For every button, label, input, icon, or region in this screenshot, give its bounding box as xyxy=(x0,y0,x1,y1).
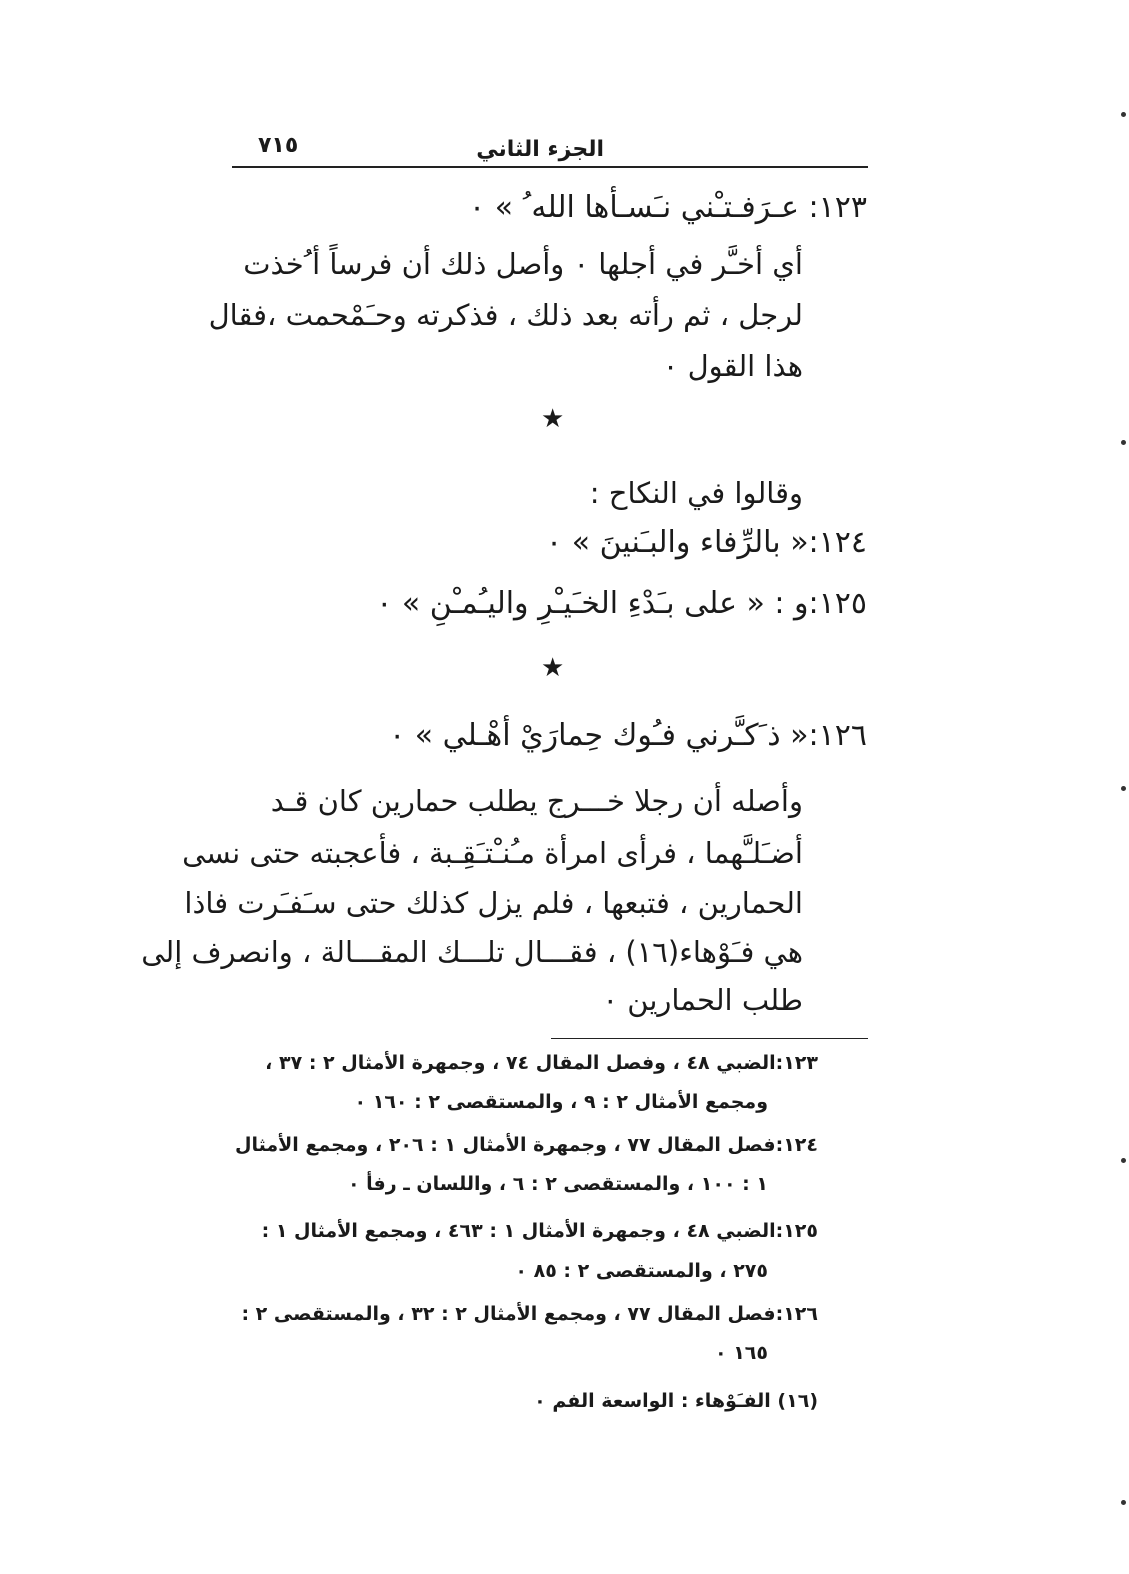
footnote-126-line-2: ١٦٥ ٠ xyxy=(714,1342,768,1364)
scan-speck xyxy=(1121,112,1126,117)
footnote-124-line-1: ١٢٤:فصل المقال ٧٧ ، وجمهرة الأمثال ١ : ٢٠٦ ، ومجمع الأمثال xyxy=(234,1134,818,1156)
entry-123-line-1: أي أخـَّر في أجلها ٠ وأصل ذلك أن فرساً أ ُخذت xyxy=(243,247,803,281)
entry-123-line-3: هذا القول ٠ xyxy=(662,349,803,383)
footnote-125-line-2: ٢٧٥ ، والمستقصى ٢ : ٨٥ ٠ xyxy=(515,1260,768,1282)
header-rule xyxy=(232,166,868,168)
entry-123-heading: ١٢٣: عـرَفـتـْني نـَسـأها الله ُ » ٠ xyxy=(469,190,867,225)
entry-126-heading: ١٢٦:« ذ َكـَّرني فـُوك حِمارَيْ أهْـلي » ٠ xyxy=(389,718,867,753)
entry-126-line-5: طلب الحمارين ٠ xyxy=(602,983,803,1017)
footnote-123-line-2: ومجمع الأمثال ٢ : ٩ ، والمستقصى ٢ : ١٦٠ ٠ xyxy=(354,1091,768,1113)
footnote-rule xyxy=(551,1038,868,1039)
footnote-124-line-2: ١ : ١٠٠ ، والمستقصى ٢ : ٦ ، واللسان ـ رفأ ٠ xyxy=(347,1173,768,1195)
entry-126-line-3: الحمارين ، فتبعها ، فلم يزل كذلك حتى سـَفـَرت فاذا xyxy=(184,886,803,920)
section-star-2: ★ xyxy=(541,653,565,683)
entry-125: ١٢٥:و : « على بـَدْءِ الخـَيـْرِ واليـُمـْنِ » ٠ xyxy=(376,586,867,621)
running-title: الجزء الثاني xyxy=(476,137,604,162)
entry-126-line-1: وأصله أن رجلا خـــرج يطلب حمارين كان قـد xyxy=(270,784,803,818)
entry-123-line-2: لرجل ، ثم رأته بعد ذلك ، فذكرته وحـَمْحمت ،فقال xyxy=(208,298,803,332)
section-star-1: ★ xyxy=(541,404,565,434)
footnote-126-line-1: ١٢٦:فصل المقال ٧٧ ، ومجمع الأمثال ٢ : ٣٢ ، والمستقصى ٢ : xyxy=(241,1303,818,1325)
entry-124: ١٢٤:« بالرِّفاء والبـَنينَ » ٠ xyxy=(546,525,867,560)
footnote-125-line-1: ١٢٥:الضبي ٤٨ ، وجمهرة الأمثال ١ : ٤٦٣ ، ومجمع الأمثال ١ : xyxy=(261,1220,818,1242)
scan-speck xyxy=(1121,786,1126,791)
entry-126-line-2: أضـَلـَّهما ، فرأى امرأة مـُنـْتـَقِـبة ، فأعجبته حتى نسى xyxy=(182,836,803,870)
footnote-123-line-1: ١٢٣:الضبي ٤٨ ، وفصل المقال ٧٤ ، وجمهرة الأمثال ٢ : ٣٧ ، xyxy=(265,1052,818,1074)
entry-126-line-4: هي فـَوْهاء(١٦) ، فقـــال تلـــك المقـــالة ، وانصرف إلى xyxy=(141,935,803,969)
gloss-footnote: (١٦) الفـَوْهاء : الواسعة الفم ٠ xyxy=(534,1390,818,1412)
section-intro: وقالوا في النكاح : xyxy=(589,476,803,510)
scan-speck xyxy=(1121,440,1126,445)
page-number: ٧١٥ xyxy=(258,133,299,158)
scan-speck xyxy=(1121,1158,1126,1163)
scan-speck xyxy=(1121,1500,1126,1505)
